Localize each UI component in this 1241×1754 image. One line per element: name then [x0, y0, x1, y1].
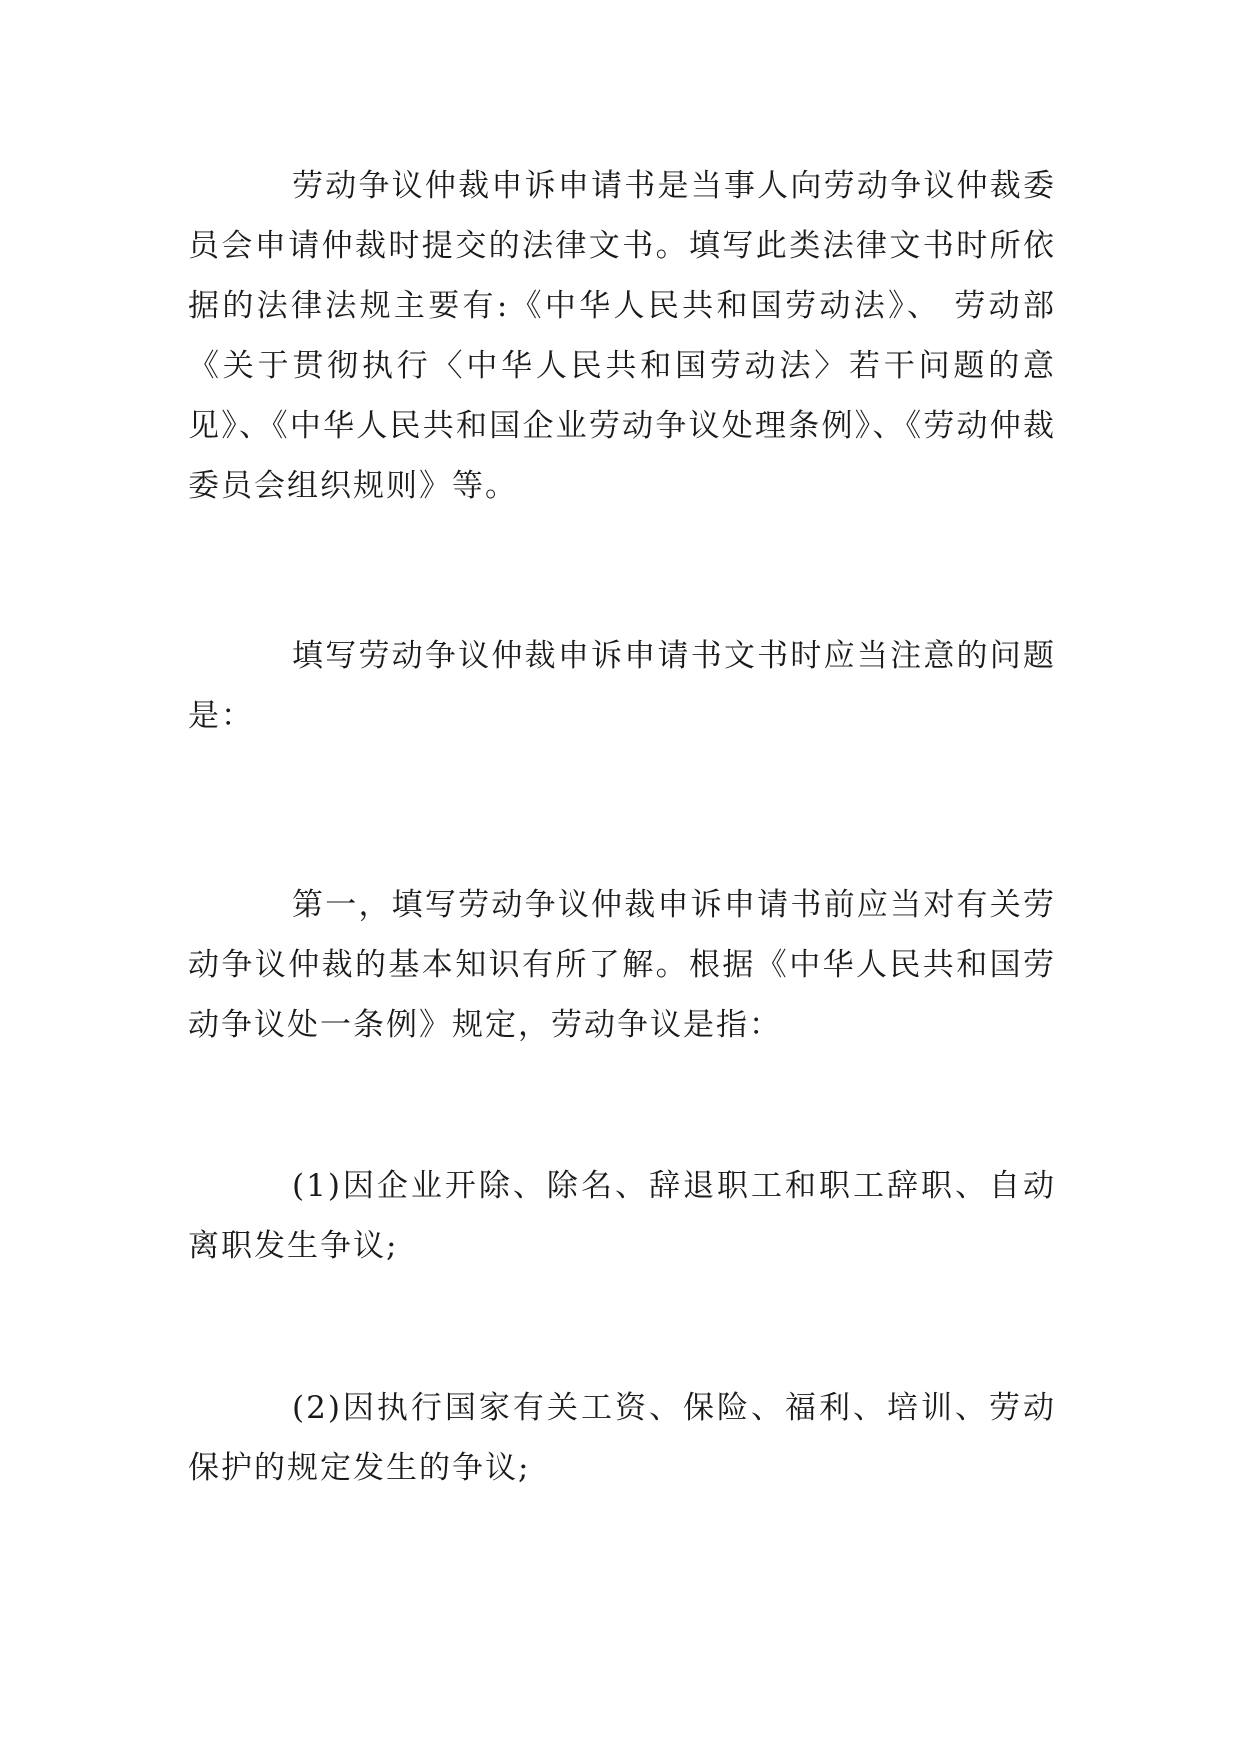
paragraph-notice-heading: 填写劳动争议仲裁申诉申请书文书时应当注意的问题是：: [188, 638, 1056, 734]
paragraph-item-2: (2)因执行国家有关工资、保险、福利、培训、劳动保护的规定发生的争议;: [188, 1390, 1056, 1486]
paragraph-item-1: (1)因企业开除、除名、辞退职工和职工辞职、自动离职发生争议;: [188, 1168, 1056, 1264]
paragraph-intro: 劳动争议仲裁申诉申请书是当事人向劳动争议仲裁委员会申请仲裁时提交的法律文书。填写此类法律文书时所依据的法律法规主要有:《中华人民共和国劳动法》、 劳动部《关于贯彻执行〈中华人民共和国劳动法〉若干问题的意见》、《中华人民共和国企业劳动争议处理条例》、《劳动仲裁委员会组织规则》等。: [188, 168, 1056, 504]
paragraph-point-one: 第一，填写劳动争议仲裁申诉申请书前应当对有关劳动争议仲裁的基本知识有所了解。根据《中华人民共和国劳动争议处一条例》规定，劳动争议是指：: [188, 887, 1056, 1043]
